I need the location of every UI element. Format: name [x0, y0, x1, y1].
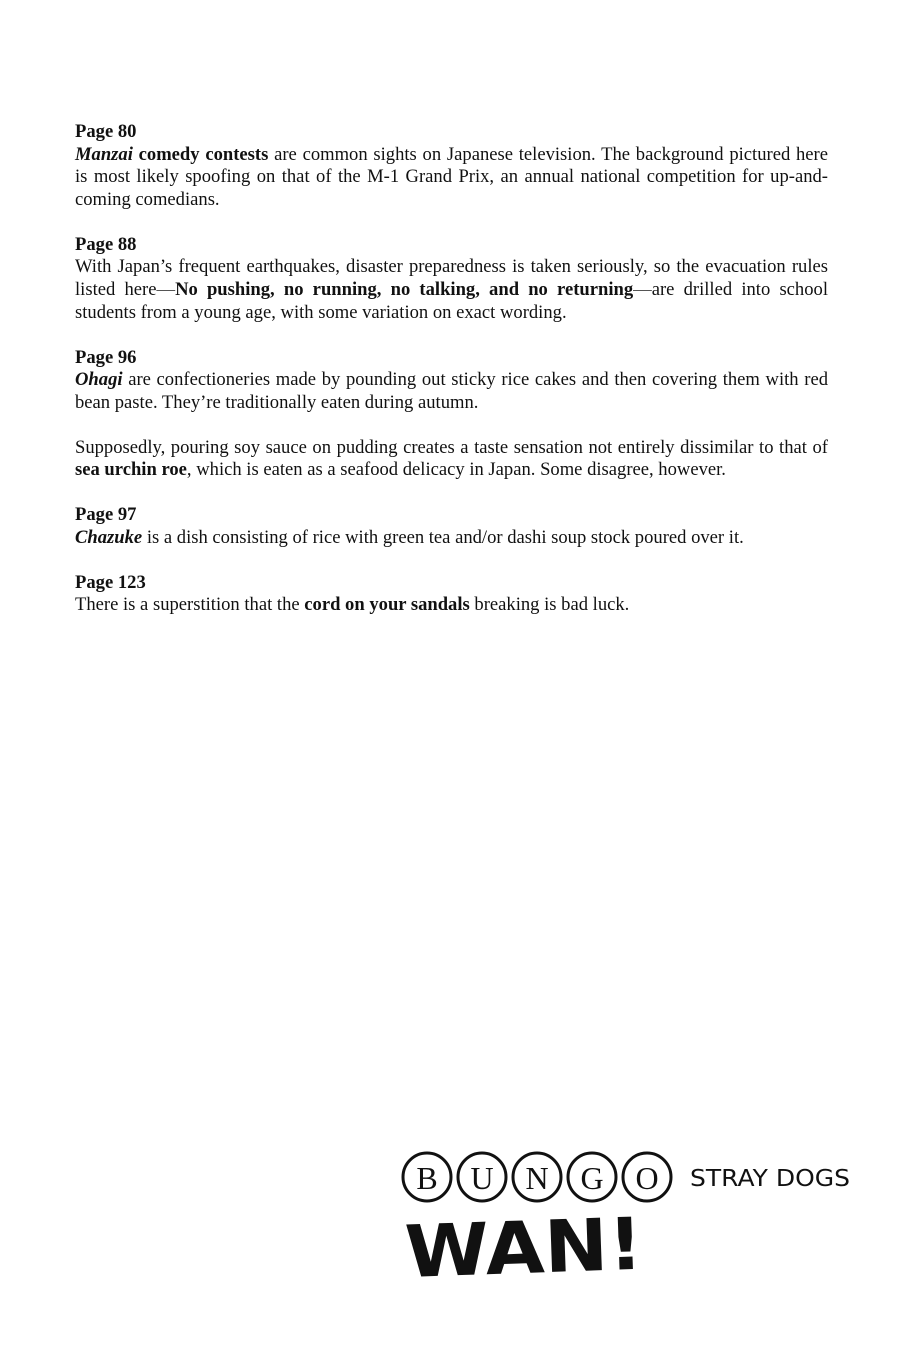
em-dash: —	[156, 278, 176, 300]
em-dash: —	[633, 278, 652, 300]
logo-letter: B	[416, 1160, 438, 1196]
note-text: are common sights on Japanese television. The background pictured here is most likely spoofing on that of the M-1 Grand Prix, an annual national competition for up-and-coming comedians.	[75, 143, 829, 210]
translation-notes	[75, 121, 828, 639]
logo-letter: G	[580, 1160, 604, 1196]
term-ohagi: Ohagi	[75, 369, 123, 391]
note-text: is a dish consisting of rice with green tea and/or dashi soup stock poured over it.	[142, 526, 744, 548]
note-paragraph	[75, 256, 828, 324]
term-chazuke: Chazuke	[75, 526, 143, 548]
logo-wordmark: WAN!	[403, 1202, 632, 1294]
note-paragraph	[75, 527, 828, 550]
term-comedy-contests: comedy contests	[138, 143, 269, 165]
note-page-80	[75, 121, 828, 211]
bungo-wan-logo	[400, 1145, 860, 1295]
page-heading: Page 123	[75, 571, 146, 593]
note-text: breaking is bad luck.	[469, 594, 630, 616]
note-page-88	[75, 234, 828, 324]
logo-subtitle: STRAY DOGS	[690, 1166, 850, 1192]
term-sea-urchin-roe: sea urchin roe	[75, 459, 187, 481]
term-sandal-cord: cord on your sandals	[304, 594, 470, 616]
page-heading: Page 97	[75, 504, 137, 526]
note-page-123	[75, 572, 828, 617]
note-text: , which is eaten as a seafood delicacy in Japan. Some disagree, however.	[186, 459, 726, 481]
logo-letter: N	[525, 1160, 549, 1196]
page-heading: Page 80	[75, 121, 137, 142]
note-text: Supposedly, pouring soy sauce on pudding creates a taste sensation not entirely dissimilar to that of	[75, 436, 828, 458]
logo-graphic	[400, 1145, 860, 1295]
note-text: With Japan’s frequent earthquakes, disaster preparedness is taken seriously, so the evacuation rules listed here	[75, 256, 828, 300]
term-manzai: Manzai	[75, 143, 133, 165]
note-paragraph	[75, 144, 828, 212]
note-paragraph	[75, 594, 828, 617]
evacuation-rules: No pushing, no running, no talking, and no returning	[175, 278, 634, 300]
note-paragraph	[75, 369, 828, 414]
note-text: are confectioneries made by pounding out sticky rice cakes and then covering them with red bean paste. They’re traditionally eaten during autumn.	[75, 369, 828, 413]
note-page-97	[75, 504, 828, 549]
logo-letter: U	[470, 1160, 494, 1196]
note-text: are drilled into school students from a young age, with some variation on exact wording.	[75, 278, 828, 323]
page-heading: Page 88	[75, 233, 137, 255]
note-page-96	[75, 347, 828, 482]
logo-letter: O	[635, 1160, 659, 1196]
page-heading: Page 96	[75, 346, 137, 368]
note-text: There is a superstition that the	[75, 594, 305, 616]
note-paragraph	[75, 437, 828, 482]
